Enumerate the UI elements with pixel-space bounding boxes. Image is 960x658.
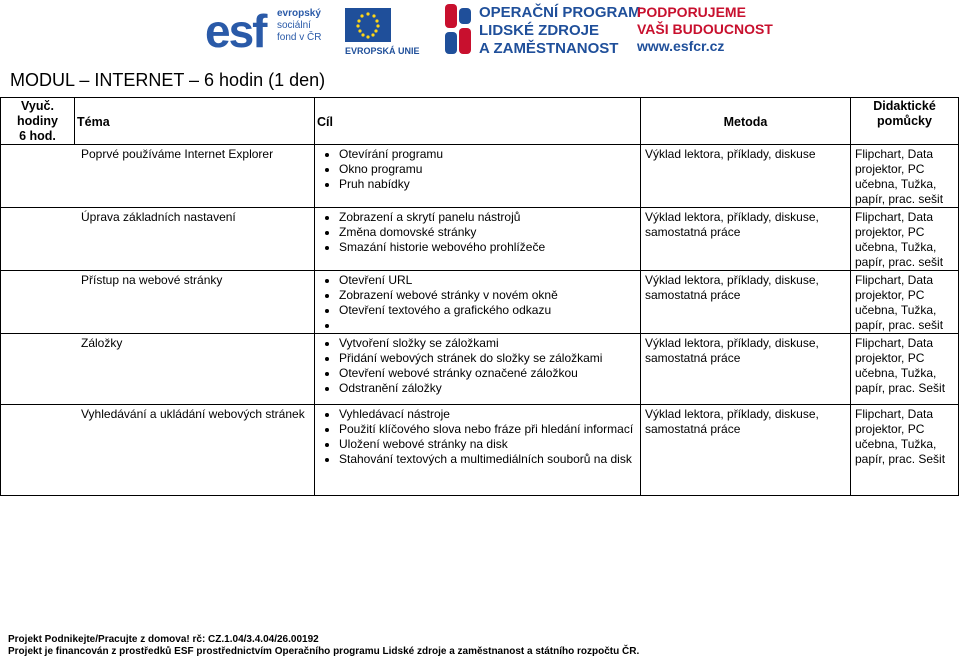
esf-logo-line2: sociální [277, 20, 311, 31]
row-tema-text: Poprvé používáme Internet Explorer [81, 147, 274, 161]
support-url: www.esfcr.cz [637, 38, 725, 54]
header-cil [315, 98, 641, 145]
esf-logo-line3: fond v ČR [277, 32, 322, 43]
row-tema [1, 208, 315, 271]
list-item: • Okno programu [339, 162, 638, 177]
page-title: MODUL – INTERNET – 6 hodin (1 den) [10, 70, 326, 90]
op-logo-line2: LIDSKÉ ZDROJE [479, 22, 600, 39]
row-metoda: Výklad lektora, příklady, diskuse, samostatná práce [641, 208, 851, 271]
list-item: • Použití klíčového slova nebo fráze při hledání informací [339, 422, 638, 437]
list-item: • Otevření webové stránky označené záložkou [339, 366, 638, 381]
list-item: • Otevření textového a grafického odkazu [339, 303, 638, 318]
cil-list [317, 336, 638, 396]
header-metoda-label: Metoda [723, 115, 768, 129]
op-lzz-logo [445, 0, 641, 62]
cil-list [317, 147, 638, 192]
op-lzz-mark-icon [445, 4, 473, 56]
row-cil [315, 208, 641, 271]
header-tema [75, 98, 315, 145]
header-metoda [641, 98, 851, 145]
row-tema-text: Přístup na webové stránky [81, 273, 223, 287]
row-tema [1, 145, 315, 208]
list-item: • Otevírání programu [339, 147, 638, 162]
header-didakticke [851, 98, 959, 145]
row-tema [1, 271, 315, 334]
footer-project-line: Projekt Podnikejte/Pracujte z domova! rč: CZ.1.04/3.4.04/26.00192 [8, 634, 319, 645]
esf-logo-letters: esf [205, 5, 266, 57]
header-hours-line3: 6 hod. [19, 129, 56, 143]
list-item: • Zobrazení a skrytí panelu nástrojů [339, 210, 638, 225]
row-didakticke: Flipchart, Data projektor, PC učebna, Tužka, papír, prac. sešit [851, 271, 959, 334]
list-item: • Stahování textových a multimediálních souborů na disk [339, 452, 638, 467]
op-logo-line1: OPERAČNÍ PROGRAM [479, 4, 641, 21]
row-cil [315, 271, 641, 334]
cil-list [317, 210, 638, 255]
row-didakticke: Flipchart, Data projektor, PC učebna, Tužka, papír, prac. Sešit [851, 405, 959, 496]
list-item: • Vytvoření složky se záložkami [339, 336, 638, 351]
row-cil [315, 334, 641, 405]
row-didakticke: Flipchart, Data projektor, PC učebna, Tužka, papír, prac. sešit [851, 208, 959, 271]
header-cil-label: Cíl [317, 115, 333, 129]
list-item [339, 318, 638, 333]
list-item: • Přidání webových stránek do složky se záložkami [339, 351, 638, 366]
row-cil [315, 405, 641, 496]
row-tema-text: Úprava základních nastavení [81, 210, 236, 224]
table-row [1, 145, 959, 208]
list-item: • Vyhledávací nástroje [339, 407, 638, 422]
row-didakticke: Flipchart, Data projektor, PC učebna, Tužka, papír, prac. sešit [851, 145, 959, 208]
support-slogan [637, 4, 787, 55]
row-tema [1, 405, 315, 496]
footer-funding-line: Projekt je financován z prostředků ESF prostřednictvím Operačního programu Lidské zdroje a zaměstnanost a státního rozpočtu ČR. [8, 646, 640, 657]
eu-flag-icon [345, 8, 391, 42]
header-logos [205, 0, 785, 62]
list-item: • Smazání historie webového prohlížeče [339, 240, 638, 255]
page-footer [8, 634, 639, 658]
row-metoda: Výklad lektora, příklady, diskuse, samostatná práce [641, 405, 851, 496]
list-item: • Uložení webové stránky na disk [339, 437, 638, 452]
header-dida-line1: Didaktické [873, 99, 936, 113]
eu-union-label: EVROPSKÁ UNIE [345, 46, 420, 56]
list-item: • Pruh nabídky [339, 177, 638, 192]
lesson-plan-table [0, 97, 959, 496]
header-dida-line2: pomůcky [877, 114, 932, 128]
table-row [1, 271, 959, 334]
row-metoda: Výklad lektora, příklady, diskuse, samostatná práce [641, 271, 851, 334]
row-tema-text: Vyhledávání a ukládání webových stránek [81, 407, 305, 421]
table-row [1, 334, 959, 405]
header-hours [1, 98, 75, 145]
row-didakticke: Flipchart, Data projektor, PC učebna, Tužka, papír, prac. Sešit [851, 334, 959, 405]
row-tema-text: Záložky [81, 336, 123, 350]
header-tema-label: Téma [77, 115, 110, 129]
list-item: • Změna domovské stránky [339, 225, 638, 240]
row-metoda: Výklad lektora, příklady, diskuse [641, 145, 851, 208]
table-row [1, 405, 959, 496]
header-hours-line2: hodiny [17, 114, 58, 128]
esf-logo [205, 2, 420, 60]
row-cil [315, 145, 641, 208]
support-line1: PODPORUJEME [637, 4, 746, 20]
table-row [1, 208, 959, 271]
row-tema [1, 334, 315, 405]
list-item: • Zobrazení webové stránky v novém okně [339, 288, 638, 303]
cil-list [317, 407, 638, 467]
list-item: • Otevření URL [339, 273, 638, 288]
cil-list [317, 273, 638, 333]
header-hours-line1: Vyuč. [21, 99, 54, 113]
list-item: • Odstranění záložky [339, 381, 638, 396]
support-line2: VAŠI BUDOUCNOST [637, 21, 773, 37]
row-metoda: Výklad lektora, příklady, diskuse, samostatná práce [641, 334, 851, 405]
table-header-row [1, 98, 959, 145]
op-logo-line3: A ZAMĚSTNANOST [479, 40, 619, 57]
esf-logo-line1: evropský [277, 8, 321, 19]
